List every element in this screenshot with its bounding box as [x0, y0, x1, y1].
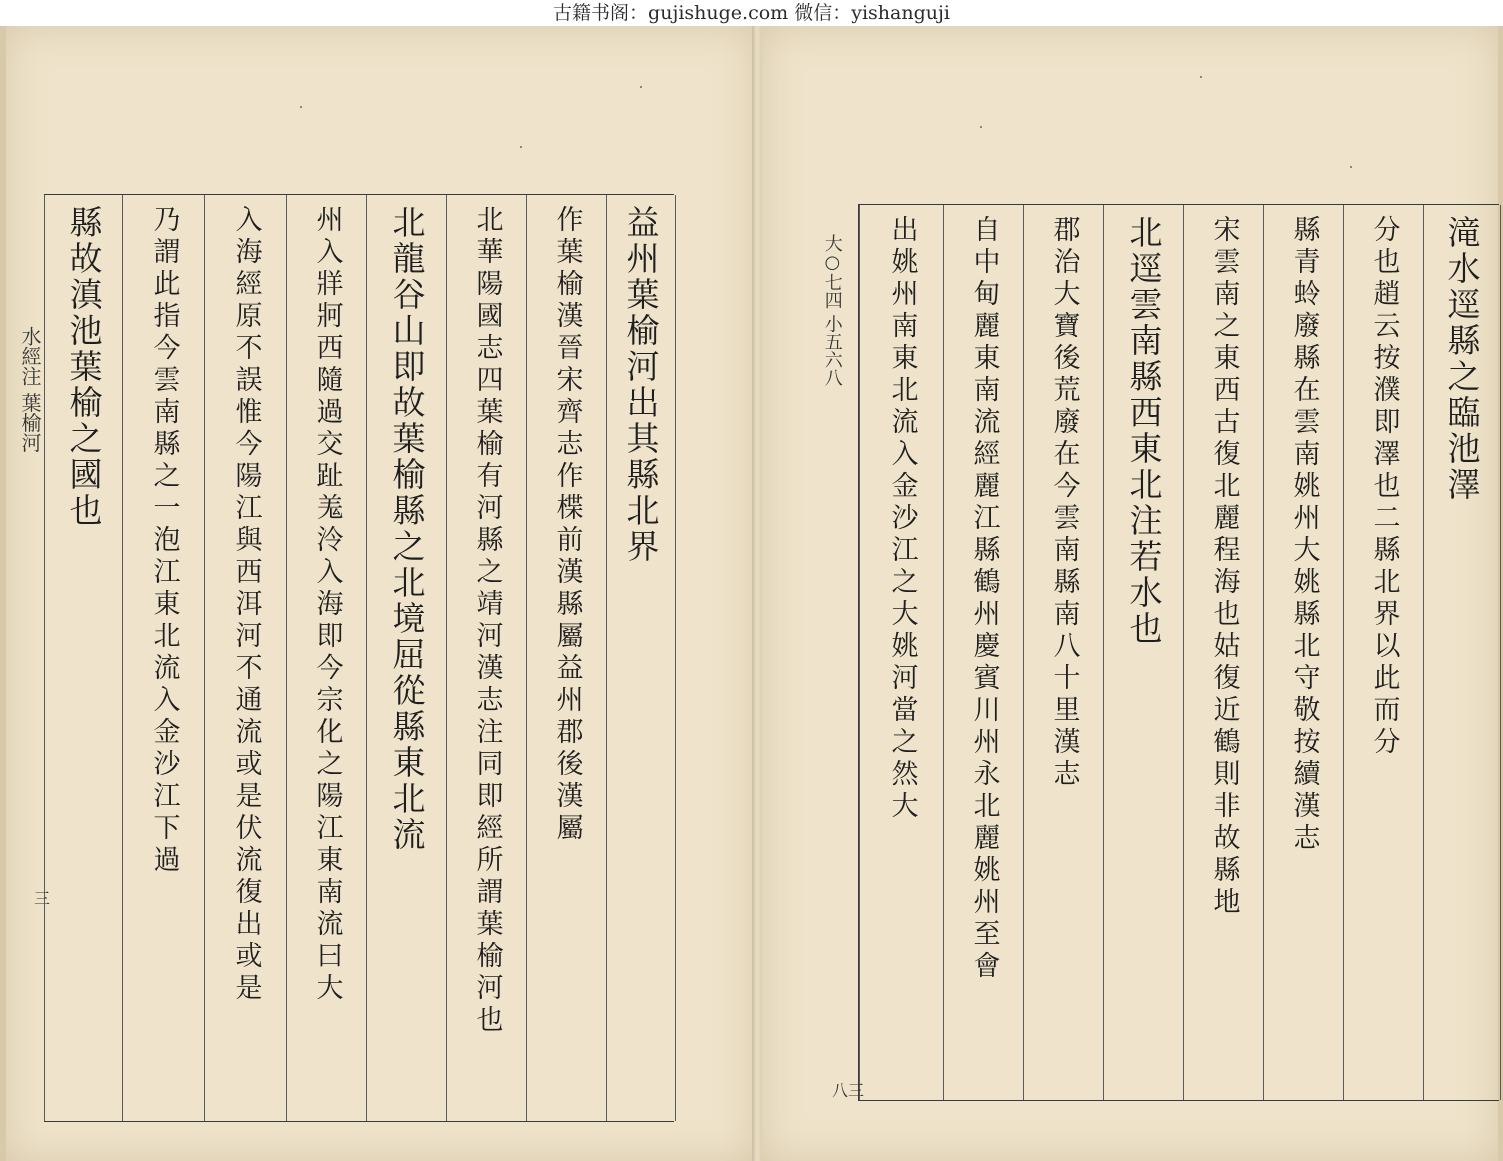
right-column-1: 滝水逕縣之臨池澤	[1423, 205, 1501, 1100]
left-folio: 三	[34, 889, 51, 908]
paper-speck	[640, 86, 642, 88]
paper-speck	[300, 106, 302, 108]
right-column-5: 北逕雲南縣西東北注若水也	[1103, 205, 1184, 1100]
right-column-7: 自中甸麗東南流經麗江縣鶴州慶賓川州永北麗姚州至會	[943, 205, 1024, 1100]
right-column-8: 出姚州南東北流入金沙江之大姚河當之然大	[859, 205, 944, 1100]
right-page	[762, 26, 1498, 1161]
watermark-text: 古籍书阁：gujishuge.com 微信：yishanguji	[553, 2, 950, 24]
left-column-4: 北龍谷山即故葉榆縣之北境屈從縣東北流	[366, 195, 447, 1121]
right-column-6: 郡治大寶後荒廢在今雲南縣南八十里漢志	[1023, 205, 1104, 1100]
left-column-5: 州入牂牁西隨過交趾羗泠入海即今宗化之陽江東南流曰大	[286, 195, 367, 1121]
right-folio: 八三	[832, 1081, 865, 1100]
left-column-2: 作葉榆漢晉宋齊志作楪前漢縣屬益州郡後漢屬	[526, 195, 607, 1121]
book-spread	[0, 26, 1503, 1161]
left-page	[6, 26, 754, 1161]
left-column-8: 縣故滇池葉榆之國也	[44, 195, 123, 1121]
paper-speck	[520, 146, 522, 148]
paper-speck	[1200, 76, 1202, 78]
right-corner-note: 大○七四 小五六八	[821, 234, 843, 387]
left-column-3: 北華陽國志四葉榆有河縣之靖河漢志注同即經所謂葉榆河也	[446, 195, 527, 1121]
paper-speck	[980, 126, 982, 128]
paper-speck	[1350, 166, 1352, 168]
left-column-6: 入海經原不誤惟今陽江與西洱河不通流或是伏流復出或是	[204, 195, 287, 1121]
right-text-frame	[858, 204, 1499, 1101]
left-column-1: 益州葉榆河出其縣北界	[606, 195, 676, 1121]
right-column-3: 縣青蛉廢縣在雲南姚州大姚縣北守敬按續漢志	[1263, 205, 1344, 1100]
right-column-4: 宋雲南之東西古復北麗程海也姑復近鶴則非故縣地	[1183, 205, 1264, 1100]
left-column-7: 乃謂此指今雲南縣之一泡江東北流入金沙江下過	[122, 195, 205, 1121]
right-column-2: 分也趙云按濮即澤也二縣北界以此而分	[1343, 205, 1424, 1100]
left-margin-note: 水經注 葉榆河	[18, 326, 42, 453]
left-text-frame	[44, 194, 674, 1122]
